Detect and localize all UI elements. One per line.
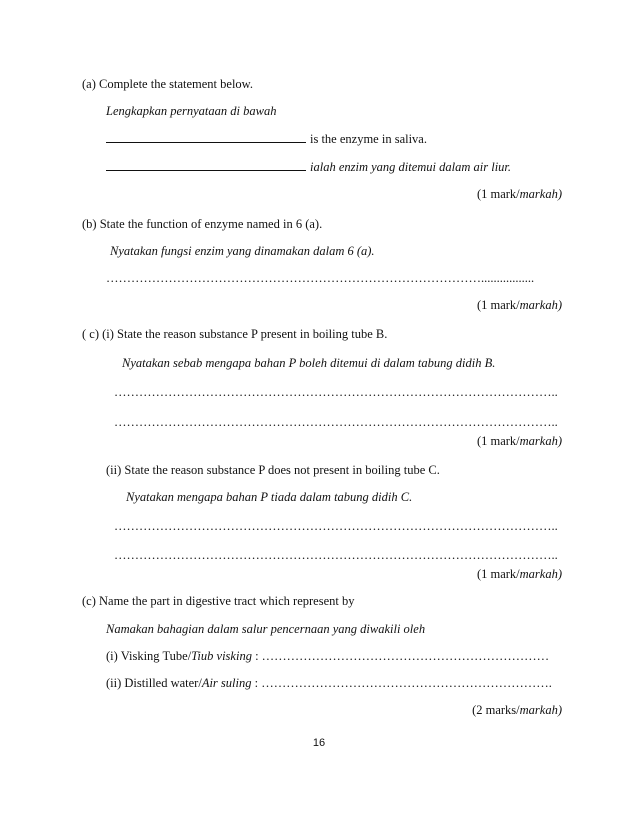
question-a-text: Complete the statement below. xyxy=(99,77,254,91)
mark-my: markah) xyxy=(519,187,562,201)
question-c-i-label: ( c) (i) xyxy=(82,327,114,341)
question-c-ii-label: (ii) xyxy=(106,463,122,477)
question-d-i-en: Visking Tube/ xyxy=(120,649,192,663)
question-c-ii xyxy=(106,462,440,478)
question-a-malay: Lengkapkan pernyataan di bawah xyxy=(106,104,277,118)
mark-en: (1 mark/ xyxy=(476,298,520,312)
question-d-text: Name the part in digestive tract which represent by xyxy=(99,594,355,608)
question-a-line2-text: ialah enzim yang ditemui dalam air liur. xyxy=(310,160,512,174)
answer-dots-c-i-1[interactable]: …………………………………………………………………………………………….. xyxy=(114,385,558,399)
mark-en: (1 mark/ xyxy=(476,434,520,448)
question-d-label: (c) xyxy=(82,594,96,608)
question-d-ii-en: Distilled water/ xyxy=(124,676,202,690)
question-d-i xyxy=(106,648,549,664)
question-b xyxy=(82,216,322,232)
mark-my: markah) xyxy=(519,434,562,448)
answer-dots-c-ii-1[interactable]: …………………………………………………………………………………………….. xyxy=(114,519,558,533)
question-d-ii-my: Air suling xyxy=(201,676,252,690)
answer-dots-c-i-2[interactable]: …………………………………………………………………………………………….. xyxy=(114,415,558,429)
question-a-marks xyxy=(477,186,562,202)
question-c-i-marks xyxy=(477,433,562,449)
question-b-malay: Nyatakan fungsi enzim yang dinamakan dalam 6 (a). xyxy=(110,244,375,258)
question-b-marks xyxy=(477,297,562,313)
question-c-ii-malay: Nyatakan mengapa bahan P tiada dalam tabung didih C. xyxy=(126,490,413,504)
question-a-line1 xyxy=(106,131,427,147)
question-d-i-my: Tiub visking xyxy=(191,649,252,663)
mark-en: (1 mark/ xyxy=(476,567,520,581)
page-number: 16 xyxy=(312,737,326,749)
mark-my: markah) xyxy=(519,298,562,312)
question-d-ii xyxy=(106,675,552,691)
question-d-marks xyxy=(472,702,562,718)
question-d-malay: Namakan bahagian dalam salur pencernaan yang diwakili oleh xyxy=(106,622,426,636)
question-c-i-text: State the reason substance P present in boiling tube B. xyxy=(117,327,388,341)
answer-dots-b[interactable]: ………………………………………………………………………………................. xyxy=(106,271,535,285)
question-a-line1-text: is the enzyme in saliva. xyxy=(310,132,427,146)
question-b-text: State the function of enzyme named in 6 (a). xyxy=(99,217,323,231)
question-c-ii-marks xyxy=(477,566,562,582)
question-c-ii-text: State the reason substance P does not present in boiling tube C. xyxy=(124,463,440,477)
answer-blank-1[interactable] xyxy=(106,131,306,143)
answer-dots-d-i[interactable]: : …………………………………………………………… xyxy=(255,649,550,663)
question-a-line2 xyxy=(106,159,511,175)
question-a-label: (a) xyxy=(82,77,96,91)
answer-dots-d-ii[interactable]: : ……………………………………………………………. xyxy=(254,676,552,690)
answer-dots-c-ii-2[interactable]: …………………………………………………………………………………………….. xyxy=(114,548,558,562)
question-a xyxy=(82,76,253,92)
question-d-ii-label: (ii) xyxy=(106,676,122,690)
mark-en: (1 mark/ xyxy=(476,187,520,201)
mark-my: markah) xyxy=(519,567,562,581)
question-d-i-label: (i) xyxy=(106,649,118,663)
question-b-label: (b) xyxy=(82,217,97,231)
answer-blank-2[interactable] xyxy=(106,159,306,171)
question-c-i-malay: Nyatakan sebab mengapa bahan P boleh ditemui di dalam tabung didih B. xyxy=(122,356,496,370)
question-c-i xyxy=(82,326,387,342)
question-d xyxy=(82,593,354,609)
mark-my: markah) xyxy=(519,703,562,717)
mark-en: (2 marks/ xyxy=(472,703,520,717)
